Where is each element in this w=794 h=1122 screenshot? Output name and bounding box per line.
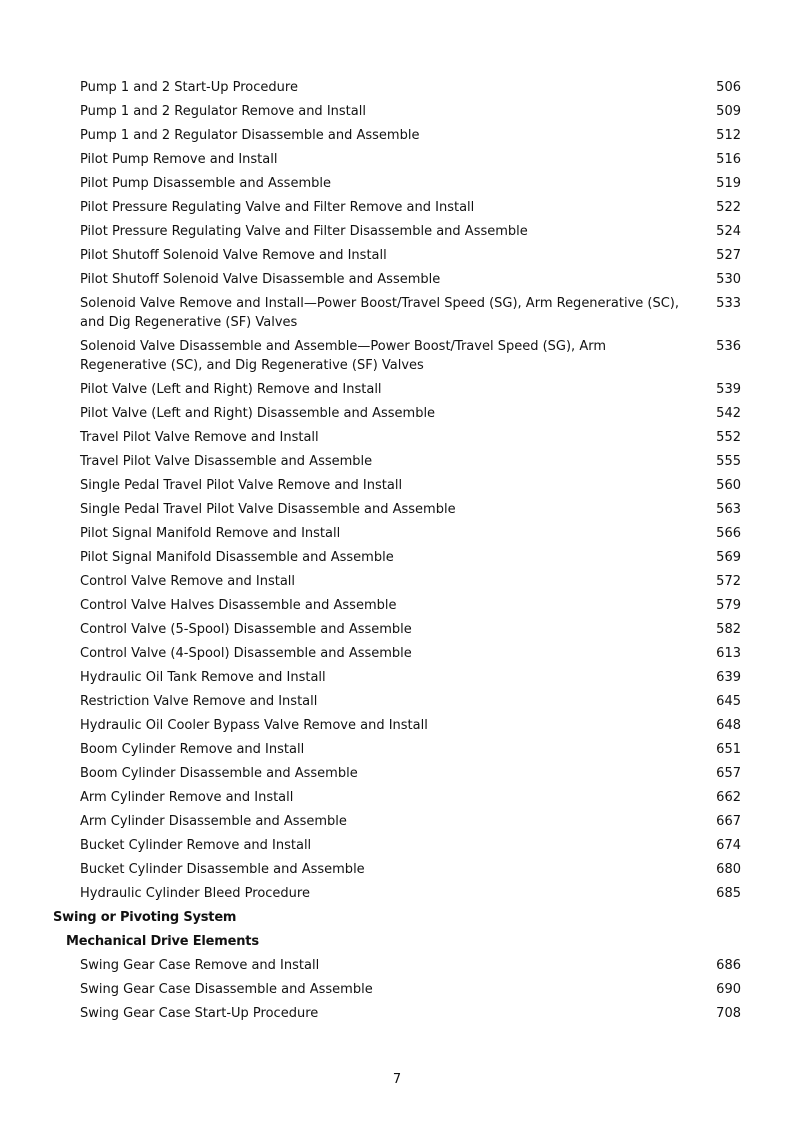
toc-entry-page: 530 (716, 272, 741, 287)
toc-entry[interactable] (0, 1003, 794, 1027)
toc-entry-page: 648 (716, 718, 741, 733)
toc-entry-page: 533 (716, 296, 741, 311)
toc-entry-title: Control Valve (5-Spool) Disassemble and Assemble (80, 622, 412, 637)
toc-entry[interactable] (0, 499, 794, 523)
toc-entry[interactable] (0, 595, 794, 619)
toc-entry[interactable] (0, 403, 794, 427)
toc-entry-title: Hydraulic Oil Tank Remove and Install (80, 670, 326, 685)
toc-entry[interactable] (0, 379, 794, 403)
toc-entry-page: 579 (716, 598, 741, 613)
toc-entry[interactable] (0, 859, 794, 883)
toc-entry-page: 566 (716, 526, 741, 541)
toc-entry[interactable] (0, 427, 794, 451)
toc-entry-title: Pilot Signal Manifold Disassemble and Assemble (80, 550, 394, 565)
toc-entry-title: Boom Cylinder Disassemble and Assemble (80, 766, 358, 781)
toc-entry-title: Pilot Pump Remove and Install (80, 152, 278, 167)
toc-entry-page: 662 (716, 790, 741, 805)
toc-entry[interactable] (0, 149, 794, 173)
toc-entry[interactable] (0, 691, 794, 715)
toc-entry-title: Control Valve Remove and Install (80, 574, 296, 589)
toc-entry[interactable] (0, 619, 794, 643)
toc-entry-page: 645 (716, 694, 741, 709)
toc-entry-page: 690 (716, 982, 741, 997)
toc-entry-page: 506 (716, 80, 741, 95)
toc-entry-title: Solenoid Valve Disassemble and Assemble—Power Boost/Travel Speed (SG), Arm Regenerative (SC), and Dig Regenerative (SF) Valves (80, 339, 606, 373)
toc-entry-title: Single Pedal Travel Pilot Valve Remove and Install (80, 478, 403, 493)
toc-entry-title: Travel Pilot Valve Remove and Install (80, 430, 319, 445)
toc-entry[interactable] (0, 269, 794, 293)
toc-entry-page: 563 (716, 502, 741, 517)
toc-entry-title: Pilot Shutoff Solenoid Valve Remove and Install (80, 248, 387, 263)
toc-entry-page: 582 (716, 622, 741, 637)
toc-entry[interactable] (0, 883, 794, 907)
toc-entry-title: Pilot Valve (Left and Right) Remove and Install (80, 382, 382, 397)
toc-entry-title: Pump 1 and 2 Start-Up Procedure (80, 80, 298, 95)
toc-entry[interactable] (0, 715, 794, 739)
toc-entry-title: Swing Gear Case Remove and Install (80, 958, 320, 973)
toc-entry-page: 708 (716, 1006, 741, 1021)
toc-entry[interactable] (0, 811, 794, 835)
toc-entry-page: 527 (716, 248, 741, 263)
toc-entry-title: Arm Cylinder Remove and Install (80, 790, 294, 805)
toc-entry-page: 613 (716, 646, 741, 661)
toc-entry-title: Boom Cylinder Remove and Install (80, 742, 305, 757)
toc-entry-page: 572 (716, 574, 741, 589)
toc-entry-title: Travel Pilot Valve Disassemble and Assemble (80, 454, 373, 469)
toc-entry-page: 680 (716, 862, 741, 877)
toc-entry[interactable] (0, 547, 794, 571)
toc-entry-page: 519 (716, 176, 741, 191)
toc-entry[interactable] (0, 955, 794, 979)
section-heading: Swing or Pivoting System (53, 910, 237, 925)
toc-entry-page: 639 (716, 670, 741, 685)
toc-entry-page: 516 (716, 152, 741, 167)
toc-entry[interactable] (0, 197, 794, 221)
toc-entry[interactable] (0, 979, 794, 1003)
toc-entry-page: 651 (716, 742, 741, 757)
toc-entry-page: 512 (716, 128, 741, 143)
toc-entry-title: Control Valve Halves Disassemble and Assemble (80, 598, 397, 613)
toc-entry-title: Single Pedal Travel Pilot Valve Disassemble and Assemble (80, 502, 456, 517)
toc-entry-title: Control Valve (4-Spool) Disassemble and Assemble (80, 646, 412, 661)
toc-entry-title: Pilot Shutoff Solenoid Valve Disassemble and Assemble (80, 272, 441, 287)
toc-entry-page: 539 (716, 382, 741, 397)
toc-entry[interactable] (0, 523, 794, 547)
toc-entry-page: 509 (716, 104, 741, 119)
toc-entry[interactable] (0, 173, 794, 197)
toc-entry[interactable] (0, 643, 794, 667)
page-number: 7 (392, 1072, 402, 1087)
toc-entry-title: Restriction Valve Remove and Install (80, 694, 318, 709)
toc-entry-title: Pilot Pump Disassemble and Assemble (80, 176, 331, 191)
toc-entry[interactable] (0, 475, 794, 499)
toc-entry-page: 552 (716, 430, 741, 445)
toc-entry-title: Pump 1 and 2 Regulator Remove and Install (80, 104, 366, 119)
toc-entry-title: Bucket Cylinder Disassemble and Assemble (80, 862, 365, 877)
toc-entry-page: 555 (716, 454, 741, 469)
toc-entry-page: 569 (716, 550, 741, 565)
toc-entry-page: 685 (716, 886, 741, 901)
toc-entry[interactable] (0, 221, 794, 245)
toc-entry-title: Pilot Pressure Regulating Valve and Filter Disassemble and Assemble (80, 224, 528, 239)
toc-entry[interactable] (0, 245, 794, 269)
toc-entry[interactable] (0, 101, 794, 125)
toc-entry[interactable] (0, 763, 794, 787)
toc-entry-page: 542 (716, 406, 741, 421)
toc-entry-page: 657 (716, 766, 741, 781)
toc-entry-title: Pilot Pressure Regulating Valve and Filter Remove and Install (80, 200, 475, 215)
toc-entry[interactable] (0, 667, 794, 691)
toc-entry-title: Swing Gear Case Disassemble and Assemble (80, 982, 373, 997)
toc-entry-title: Hydraulic Oil Cooler Bypass Valve Remove and Install (80, 718, 428, 733)
toc-entry-title: Arm Cylinder Disassemble and Assemble (80, 814, 347, 829)
toc-entry-page: 686 (716, 958, 741, 973)
toc-entry[interactable] (0, 739, 794, 763)
toc-entry[interactable] (0, 571, 794, 595)
toc-entry[interactable] (0, 336, 794, 379)
toc-entry-title: Solenoid Valve Remove and Install—Power Boost/Travel Speed (SG), Arm Regenerative (SC), and Dig Regenerative (SF) Valves (80, 296, 679, 330)
toc-entry[interactable] (0, 451, 794, 475)
toc-entry-title: Pump 1 and 2 Regulator Disassemble and Assemble (80, 128, 420, 143)
toc-entry[interactable] (0, 125, 794, 149)
toc-entry-page: 536 (716, 339, 741, 354)
toc-entry-page: 522 (716, 200, 741, 215)
toc-entry-title: Bucket Cylinder Remove and Install (80, 838, 312, 853)
toc-entry-title: Swing Gear Case Start-Up Procedure (80, 1006, 319, 1021)
toc-entry-title: Hydraulic Cylinder Bleed Procedure (80, 886, 310, 901)
toc-entry-title: Pilot Signal Manifold Remove and Install (80, 526, 341, 541)
toc-entry[interactable] (0, 787, 794, 811)
toc-entry[interactable] (0, 293, 794, 336)
toc-entry-page: 524 (716, 224, 741, 239)
table-of-contents (0, 77, 794, 1027)
toc-entry-title: Pilot Valve (Left and Right) Disassemble and Assemble (80, 406, 436, 421)
toc-entry[interactable] (0, 77, 794, 101)
subsection-heading: Mechanical Drive Elements (66, 934, 259, 949)
toc-entry-page: 667 (716, 814, 741, 829)
toc-entry-page: 560 (716, 478, 741, 493)
toc-entry-page: 674 (716, 838, 741, 853)
toc-entry[interactable] (0, 835, 794, 859)
